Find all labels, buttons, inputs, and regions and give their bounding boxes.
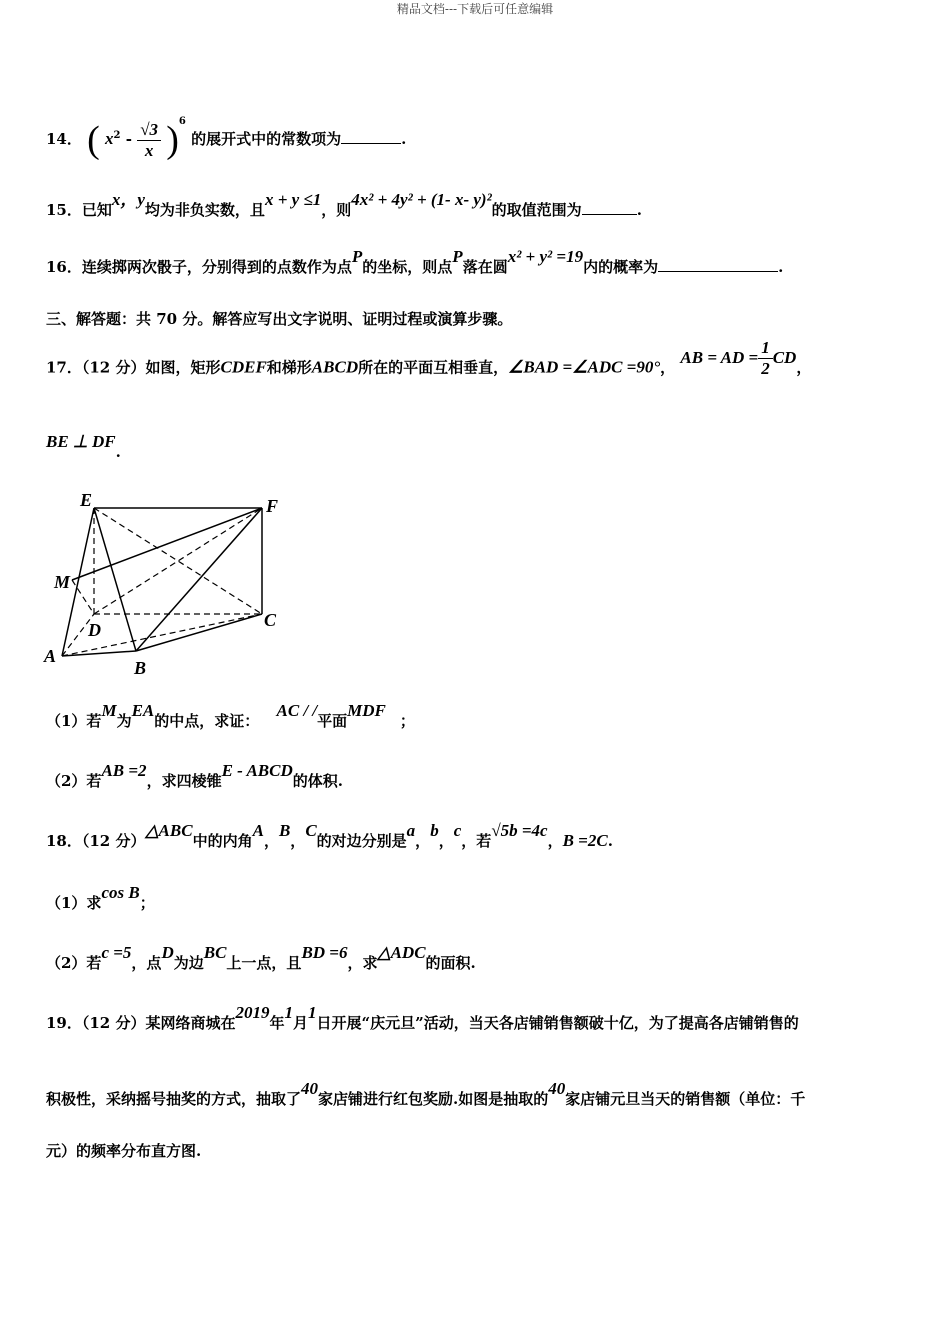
label-F: F	[266, 496, 279, 516]
question-19-line-3: 元）的频率分布直方图.	[46, 1142, 202, 1160]
label-C: C	[264, 610, 277, 630]
question-18-part-1: （1）求cos B；	[46, 883, 155, 912]
question-17: 17．（12 分）如图，矩形CDEF和梯形ABCD所在的平面互相垂直，∠BAD =∠ADC =90°， AB = AD = $\frac{1}{2}$ CD，	[46, 338, 812, 378]
question-17-condition: BE ⊥ DF.	[46, 432, 121, 461]
label-A: A	[44, 646, 57, 666]
question-14: 14． ( $x^2$ - $\frac{√3}{x}$ )$^6$ 的展开式中的常数项为 .	[46, 116, 407, 161]
question-17-part-2: （2）若AB =2，求四棱锥E - ABCD的体积.	[46, 761, 343, 790]
question-15: 15．已知x，y均为非负实数，且x + y ≤1，则4x² + 4y² + (1- x- y)²的取值范围为 .	[46, 190, 642, 219]
section-3-heading: 三、解答题：共 70 分。解答应写出文字说明、证明过程或演算步骤。	[46, 310, 513, 328]
question-17-part-1: （1）若M为EA的中点，求证： AC / /平面MDF；	[46, 701, 415, 730]
question-18-part-2: （2）若c =5，点D为边BC上一点，且BD =6，求△ADC的面积.	[46, 943, 476, 972]
label-E: E	[80, 490, 93, 510]
page-header: 精品文档---下载后可任意编辑	[396, 2, 554, 16]
question-19: 19．（12 分）某网络商城在2019年1月1日开展“庆元旦”活动，当天各店铺销售额破十亿，为了提高各店铺销售的	[46, 1003, 799, 1032]
question-18: 18．（12 分）△ABC中的内角A，B，C的对边分别是a，b，c，若√5b =4c，B =2C.	[46, 821, 613, 850]
question-19-line-2: 积极性，采纳摇号抽奖的方式，抽取了40家店铺进行红包奖励.如图是抽取的40家店铺元旦当天的销售额（单位：千	[46, 1079, 806, 1108]
label-D: D	[88, 620, 101, 640]
question-16: 16．连续掷两次骰子，分别得到的点数作为点P的坐标，则点P落在圆x² + y² =19内的概率为 .	[46, 247, 784, 276]
label-B: B	[134, 658, 147, 678]
pyramid-figure	[40, 488, 290, 683]
label-M: M	[54, 572, 71, 592]
